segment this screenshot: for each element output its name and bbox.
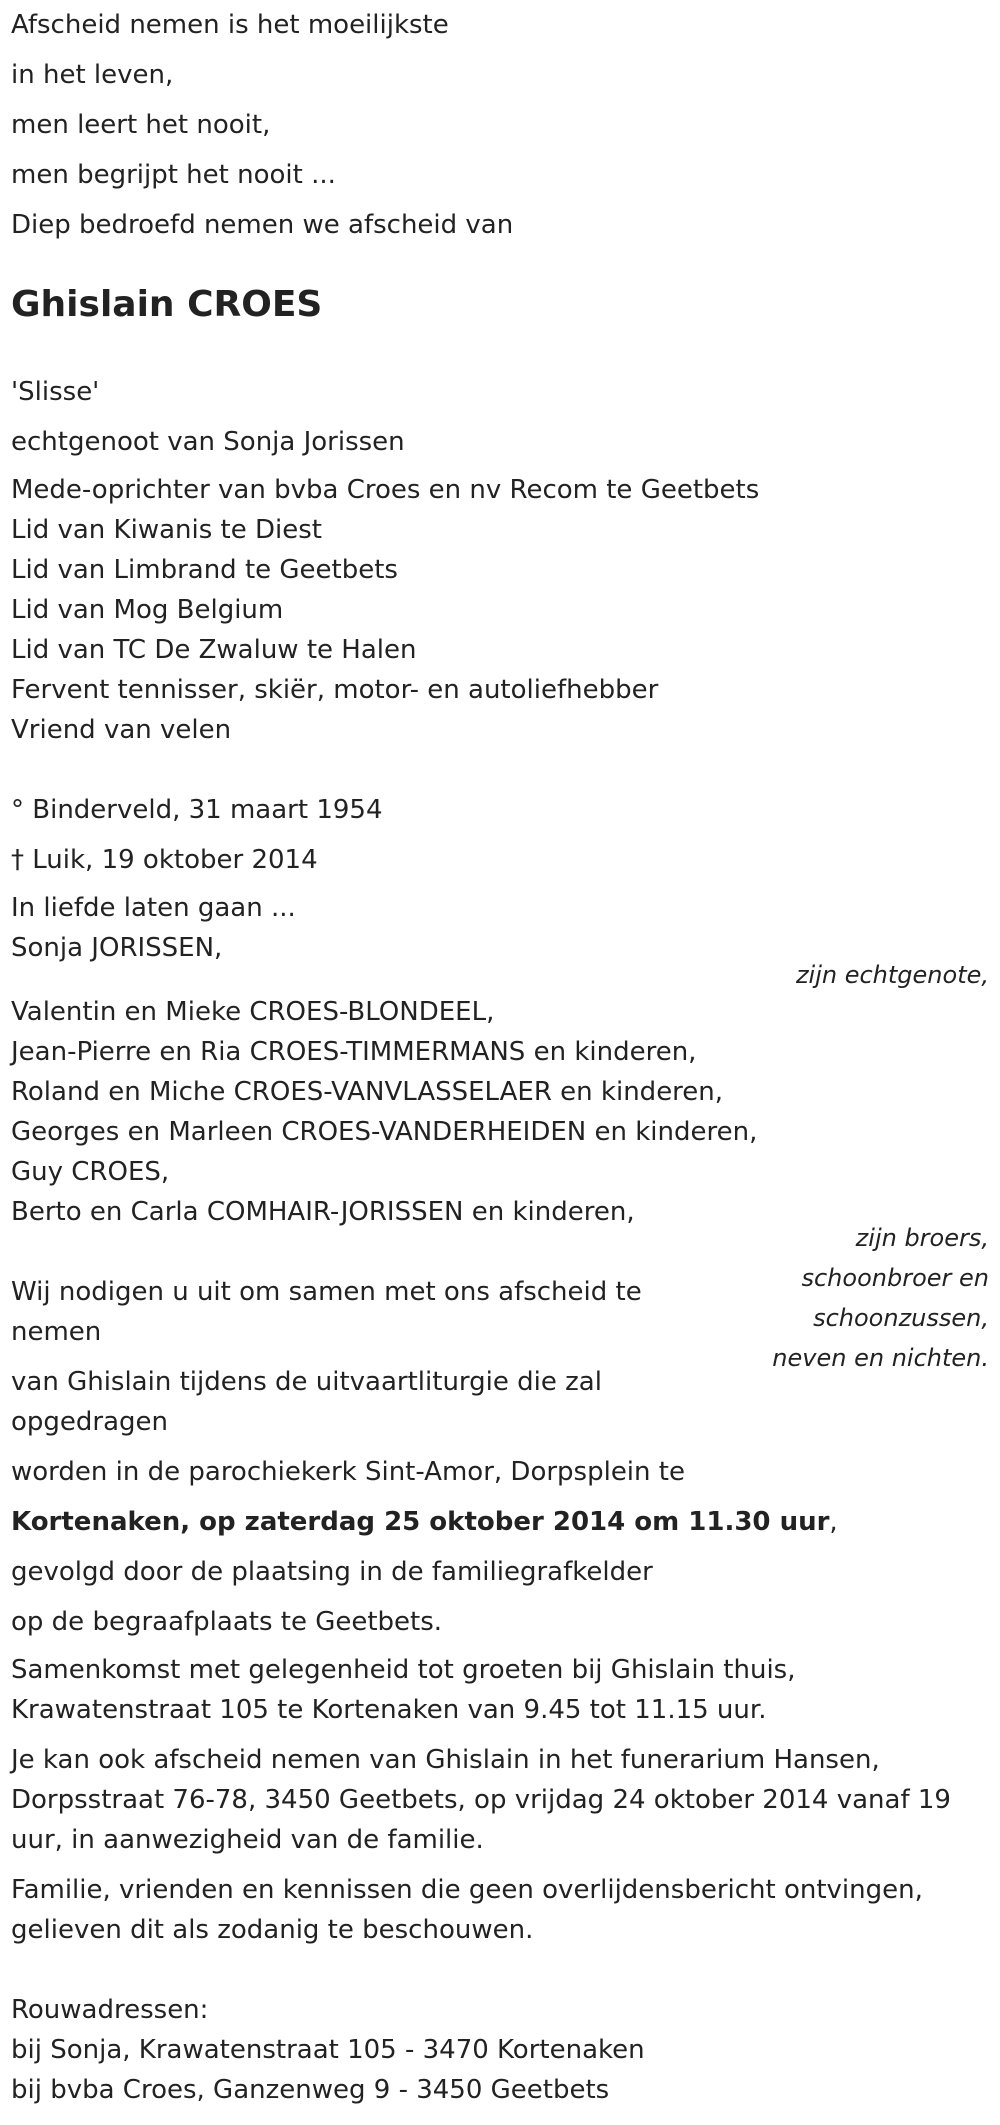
gathering-line: Samenkomst met gelegenheid tot groeten bij Ghislain thuis, bbox=[11, 1655, 796, 1685]
invite-line: Wij nodigen u uit om samen met ons afscheid te bbox=[11, 1277, 642, 1307]
deceased-name: Ghislain CROES bbox=[11, 284, 323, 325]
sibling-line: Roland en Miche CROES-VANVLASSELAER en kinderen, bbox=[11, 1077, 724, 1107]
invite-line: worden in de parochiekerk Sint-Amor, Dorpsplein te bbox=[11, 1457, 685, 1487]
ceremony-date-suffix: , bbox=[829, 1507, 838, 1537]
funerarium-line: Dorpsstraat 76-78, 3450 Geetbets, op vrijdag 24 oktober 2014 vanaf 19 bbox=[11, 1785, 951, 1815]
spouse-name: Sonja JORISSEN, bbox=[11, 933, 223, 963]
invite-line: opgedragen bbox=[11, 1407, 169, 1437]
role-line: Lid van Kiwanis te Diest bbox=[11, 515, 322, 545]
intro-line: Afscheid nemen is het moeilijkste bbox=[11, 10, 449, 40]
sibling-line: Berto en Carla COMHAIR-JORISSEN en kinderen, bbox=[11, 1197, 635, 1227]
spouse-line: echtgenoot van Sonja Jorissen bbox=[11, 427, 405, 457]
ceremony-date bbox=[11, 1502, 838, 1542]
burial-line: gevolgd door de plaatsing in de familiegrafkelder bbox=[11, 1557, 653, 1587]
notice-line: gelieven dit als zodanig te beschouwen. bbox=[11, 1915, 534, 1945]
notice-line: Familie, vrienden en kennissen die geen overlijdensbericht ontvingen, bbox=[11, 1875, 923, 1905]
burial-line: op de begraafplaats te Geetbets. bbox=[11, 1607, 443, 1637]
address-line: bij Sonja, Krawatenstraat 105 - 3470 Kortenaken bbox=[11, 2035, 645, 2065]
sibling-line: Jean-Pierre en Ria CROES-TIMMERMANS en kinderen, bbox=[11, 1037, 697, 1067]
siblings-relation: schoonzussen, bbox=[813, 1304, 989, 1332]
spouse-relation: zijn echtgenote, bbox=[795, 961, 989, 989]
intro-line: men leert het nooit, bbox=[11, 110, 271, 140]
invite-line: van Ghislain tijdens de uitvaartliturgie die zal bbox=[11, 1367, 602, 1397]
siblings-relation: zijn broers, bbox=[855, 1224, 989, 1252]
role-line: Lid van Limbrand te Geetbets bbox=[11, 555, 398, 585]
addresses-title: Rouwadressen: bbox=[11, 1995, 209, 2025]
role-line: Fervent tennisser, skiër, motor- en autoliefhebber bbox=[11, 675, 659, 705]
nickname: 'Slisse' bbox=[11, 377, 100, 407]
funerarium-line: Je kan ook afscheid nemen van Ghislain in het funerarium Hansen, bbox=[11, 1745, 880, 1775]
invite-line: nemen bbox=[11, 1317, 102, 1347]
intro-line: in het leven, bbox=[11, 60, 174, 90]
siblings-relation: neven en nichten. bbox=[772, 1344, 989, 1372]
sibling-line: Georges en Marleen CROES-VANDERHEIDEN en kinderen, bbox=[11, 1117, 758, 1147]
role-line: Lid van TC De Zwaluw te Halen bbox=[11, 635, 417, 665]
siblings-relation: schoonbroer en bbox=[801, 1264, 989, 1292]
sibling-line: Guy CROES, bbox=[11, 1157, 170, 1187]
intro-line: men begrijpt het nooit ... bbox=[11, 160, 336, 190]
gathering-line: Krawatenstraat 105 te Kortenaken van 9.45 tot 11.15 uur. bbox=[11, 1695, 767, 1725]
sibling-line: Valentin en Mieke CROES-BLONDEEL, bbox=[11, 997, 495, 1027]
address-line: bij bvba Croes, Ganzenweg 9 - 3450 Geetbets bbox=[11, 2075, 610, 2105]
family-intro: In liefde laten gaan ... bbox=[11, 893, 296, 923]
role-line: Lid van Mog Belgium bbox=[11, 595, 284, 625]
role-line: Mede-oprichter van bvba Croes en nv Recom te Geetbets bbox=[11, 475, 760, 505]
role-line: Vriend van velen bbox=[11, 715, 232, 745]
ceremony-date-bold: Kortenaken, op zaterdag 25 oktober 2014 om 11.30 uur bbox=[11, 1507, 830, 1537]
intro-line: Diep bedroefd nemen we afscheid van bbox=[11, 210, 514, 240]
death-date: † Luik, 19 oktober 2014 bbox=[11, 845, 318, 875]
funerarium-line: uur, in aanwezigheid van de familie. bbox=[11, 1825, 484, 1855]
birth-date: ° Binderveld, 31 maart 1954 bbox=[11, 795, 383, 825]
